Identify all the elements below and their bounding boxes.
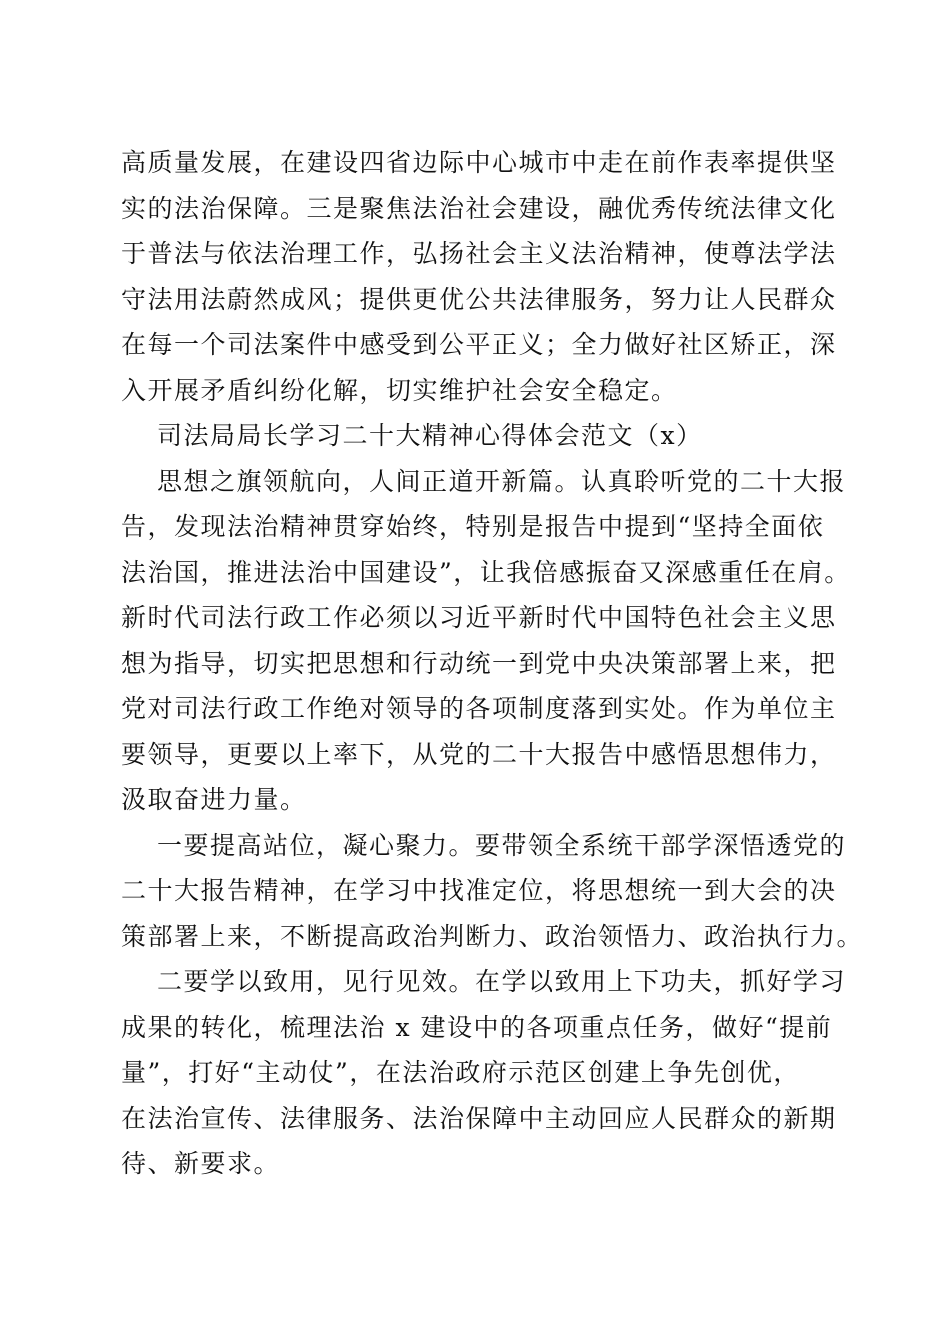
text-line: 入开展矛盾纠纷化解，切实维护社会安全稳定。 <box>121 375 678 405</box>
text-line: 法治国，推进法治中国建设”，让我倍感振奋又深感重任在肩。 <box>121 557 851 587</box>
text-line: 于普法与依法治理工作，弘扬社会主义法治精神，使尊法学法 <box>121 239 837 268</box>
text-line: 汲取奋进力量。 <box>121 785 307 814</box>
text-line: 思想之旗领航向，人间正道开新篇。认真聆听党的二十大报 <box>157 466 847 496</box>
text-line: 量”，打好“主动仗”，在法治政府示范区创建上争先创优， <box>121 1058 800 1087</box>
text-line: 策部署上来，不断提高政治判断力、政治领悟力、政治执行力。 <box>121 921 864 951</box>
text-line: 二要学以致用，见行见效。在学以致用上下功夫，抓好学习 <box>157 967 847 996</box>
text-line: 要领导，更要以上率下，从党的二十大报告中感悟思想伟力， <box>121 739 837 769</box>
text-line: 高质量发展，在建设四省边际中心城市中走在前作表率提供坚 <box>121 148 837 177</box>
text-line: 司法局局长学习二十大精神心得体会范文（x） <box>157 421 703 450</box>
text-line: 待、新要求。 <box>121 1149 281 1178</box>
text-line: 告，发现法治精神贯穿始终，特别是报告中提到“坚持全面依 <box>121 512 825 541</box>
text-line: 守法用法蔚然成风；提供更优公共法律服务，努力让人民群众 <box>121 284 837 314</box>
text-line: 实的法治保障。三是聚焦法治社会建设，融优秀传统法律文化 <box>121 193 837 223</box>
text-line: 党对司法行政工作绝对领导的各项制度落到实处。作为单位主 <box>121 694 837 723</box>
body-text <box>121 140 864 1187</box>
text-line: 想为指导，切实把思想和行动统一到党中央决策部署上来，把 <box>121 648 837 678</box>
text-line: 新时代司法行政工作必须以习近平新时代中国特色社会主义思 <box>121 603 837 632</box>
text-line: 成果的转化，梳理法治 x 建设中的各项重点任务，做好“提前 <box>121 1012 833 1042</box>
text-line: 在法治宣传、法律服务、法治保障中主动回应人民群众的新期 <box>121 1103 837 1133</box>
text-line: 一要提高站位，凝心聚力。要带领全系统干部学深悟透党的 <box>157 830 847 860</box>
text-line: 在每一个司法案件中感受到公平正义；全力做好社区矫正，深 <box>121 330 837 359</box>
text-line: 二十大报告精神，在学习中找准定位，将思想统一到大会的决 <box>121 876 837 905</box>
